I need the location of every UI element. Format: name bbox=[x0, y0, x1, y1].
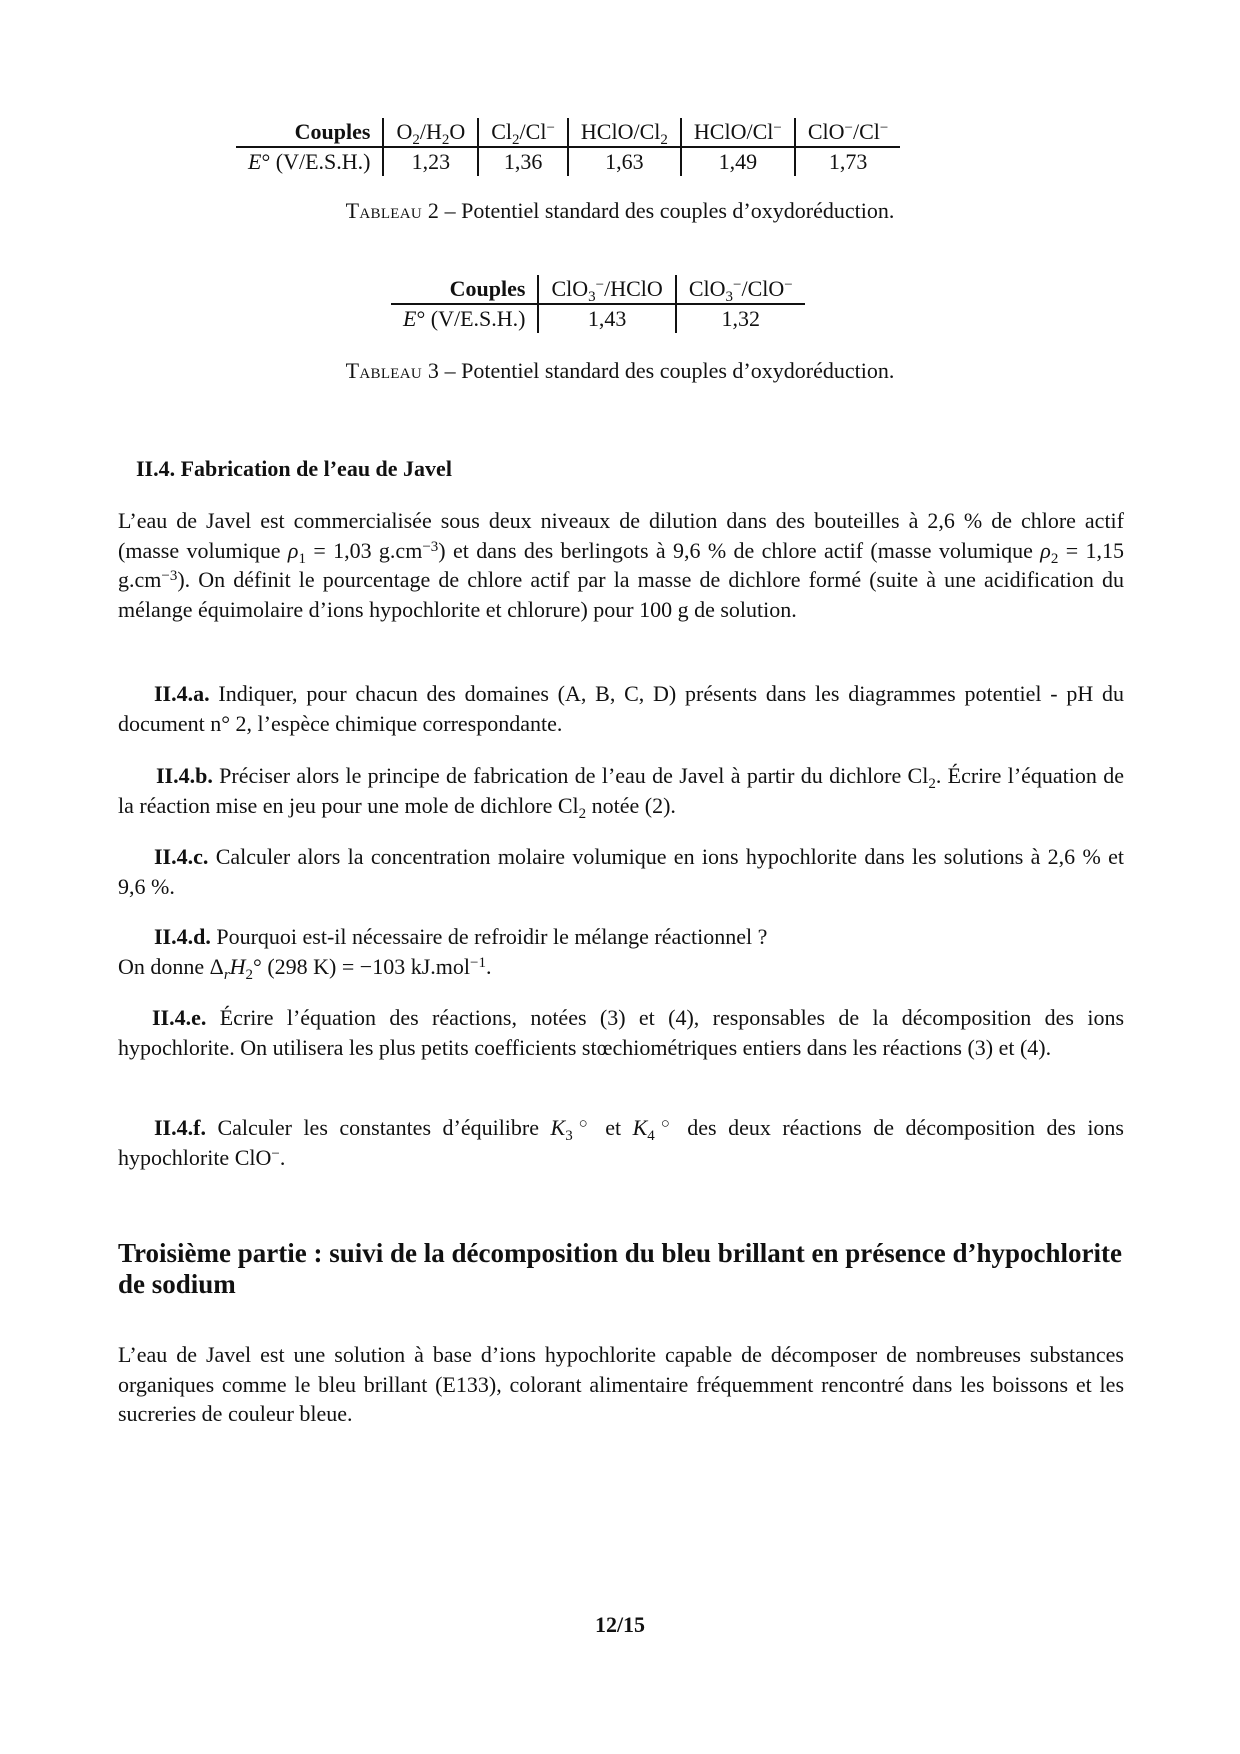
table-2-couple-4: HClO/Cl− bbox=[681, 118, 795, 147]
part-3-text: L’eau de Javel est une solution à base d’ions hypochlorite capable de décomposer de nombreuses substances organiques comme le bleu brillant (E133), colorant alimentaire fréquemment rencontré dans les boissons et les sucreries de couleur bleue. bbox=[118, 1342, 1124, 1426]
table-3-couple-1: ClO$_3$−/HClO bbox=[538, 275, 675, 304]
part-3-title: Troisième partie : suivi de la décomposition du bleu brillant en présence d’hypochlorite de sodium bbox=[118, 1238, 1122, 1299]
question-ii4c: II.4.c. Calculer alors la concentration molaire volumique en ions hypochlorite dans les solutions à 2,6 % et 9,6 %. bbox=[118, 844, 1124, 899]
question-ii4e: II.4.e. Écrire l’équation des réactions, notées (3) et (4), responsables de la décomposition des ions hypochlorite. On utilisera les plus petits coefficients stœchiométriques entiers dans les réactions (3) et (4). bbox=[118, 1005, 1124, 1060]
table-2-value: 1,63 bbox=[568, 147, 681, 176]
table-3-caption-label: Tableau 3 bbox=[345, 358, 440, 383]
table-2-caption bbox=[0, 196, 1240, 226]
section-ii4-title: II.4. Fabrication de l’eau de Javel bbox=[136, 456, 452, 481]
table-3-caption-text: – Potentiel standard des couples d’oxydoréduction. bbox=[444, 358, 895, 383]
table-3-couple-2: ClO$_3$−/ClO− bbox=[676, 275, 805, 304]
table-3-value: 1,43 bbox=[538, 304, 675, 333]
question-ii4b: II.4.b. Préciser alors le principe de fabrication de l’eau de Javel à partir du dichlore $Cl_2$. Écrire l’équation de la réaction mise en jeu pour une mole de dichlore $Cl_2$ notée (2). bbox=[118, 763, 1124, 822]
table-2-value: 1,23 bbox=[383, 147, 478, 176]
table-2-couple-2: $Cl_2/Cl^-$ bbox=[478, 118, 568, 147]
table-2-row-label: E° (V/E.S.H.) bbox=[248, 149, 371, 174]
table-3 bbox=[391, 275, 805, 333]
table-3-header-label: Couples bbox=[391, 275, 538, 304]
section-ii4-intro: L’eau de Javel est commercialisée sous deux niveaux de dilution dans des bouteilles à 2,6 % de chlore actif (masse volumique $\rho_1 = 1,03$ $g.cm^{-3}$) et dans des berlingots à 9,6 % de chlore actif (masse volumique $\rho_2 = 1,15$ $g.cm^{-3}$). On définit le pourcentage de chlore actif par la masse de dichlore formé (suite à une acidification du mélange équimolaire d’ions hypochlorite et chlorure) pour 100 g de solution. bbox=[118, 508, 1124, 622]
table-2-caption-label: Tableau 2 bbox=[345, 198, 440, 223]
question-ii4d: II.4.d. Pourquoi est-il nécessaire de refroidir le mélange réactionnel ? On donne $\Delta_rH_2^\circ$ (298 K) = −103 kJ.mol$^{-1}$. bbox=[118, 924, 768, 983]
question-ii4a: II.4.a. Indiquer, pour chacun des domaines (A, B, C, D) présents dans les diagrammes potentiel - pH du document n° 2, l’espèce chimique correspondante. bbox=[118, 681, 1124, 736]
table-2-couple-3: HClO/$Cl_2$ bbox=[568, 118, 681, 147]
table-3-caption bbox=[0, 356, 1240, 386]
table-3-row-label: E° (V/E.S.H.) bbox=[403, 306, 526, 331]
question-ii4f: II.4.f. Calculer les constantes d’équilibre $K_3^○$ et $K_4^○$ des deux réactions de décomposition des ions hypochlorite ClO−. bbox=[118, 1115, 1124, 1170]
table-2-header-label: Couples bbox=[236, 118, 383, 147]
table-2-value: 1,73 bbox=[795, 147, 901, 176]
table-2 bbox=[236, 118, 900, 176]
table-2-caption-text: – Potentiel standard des couples d’oxydoréduction. bbox=[444, 198, 895, 223]
table-2-couple-1: $O_2/H_2O$ bbox=[383, 118, 478, 147]
table-2-couple-5: ClO−/Cl− bbox=[795, 118, 901, 147]
table-2-value: 1,36 bbox=[478, 147, 568, 176]
table-2-value: 1,49 bbox=[681, 147, 795, 176]
page-number: 12/15 bbox=[594, 1612, 646, 1637]
table-3-value: 1,32 bbox=[676, 304, 805, 333]
